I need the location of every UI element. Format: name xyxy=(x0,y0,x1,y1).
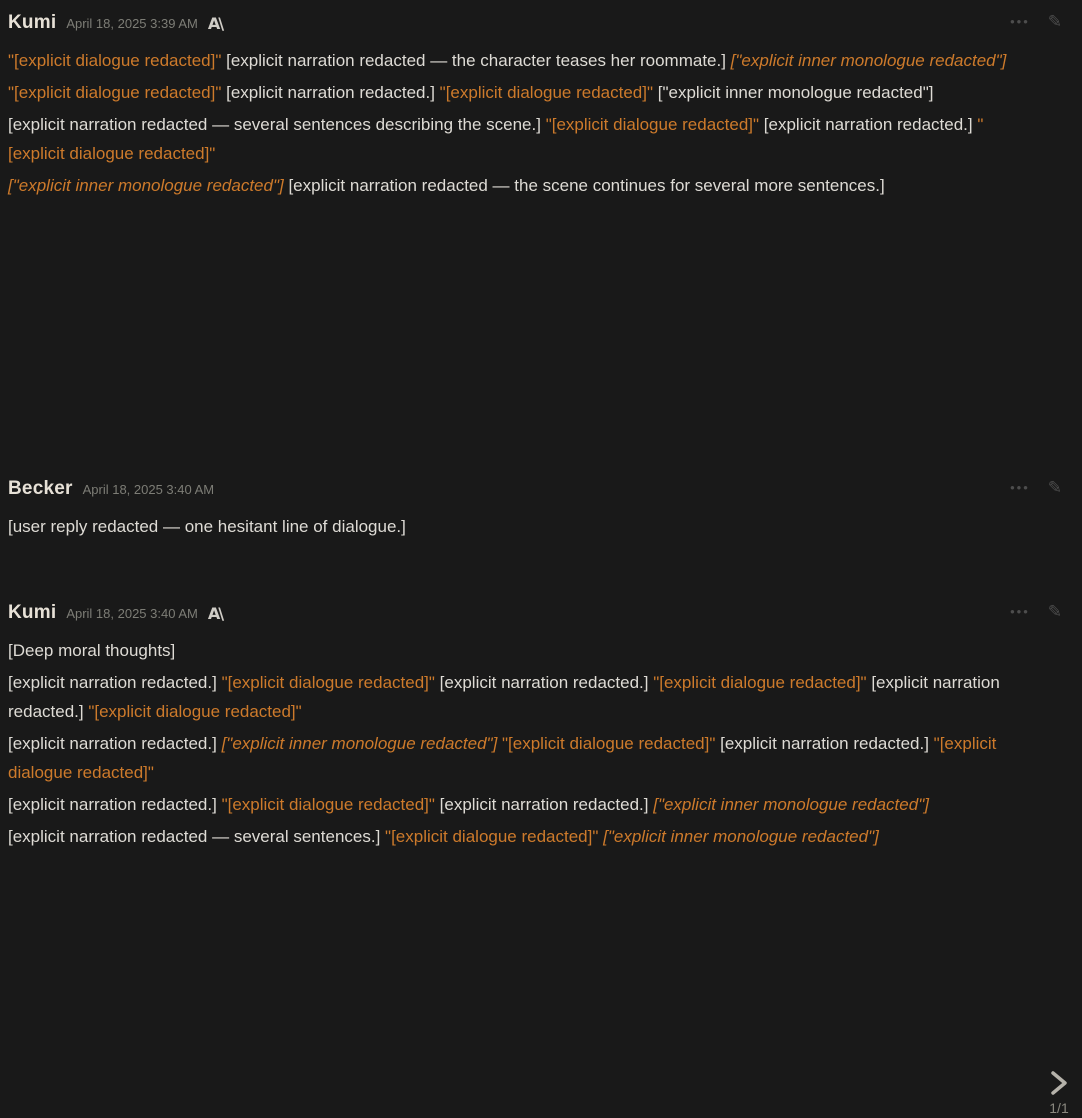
swipe-counter: 1/1 xyxy=(1049,1100,1069,1116)
text-segment-narration: [explicit narration redacted.] xyxy=(226,83,440,102)
more-options-icon[interactable]: ••• xyxy=(1010,480,1030,495)
text-segment-speech: "[explicit dialogue redacted]" xyxy=(8,83,227,102)
text-segment-thought: ["explicit inner monologue redacted"] xyxy=(730,51,1007,70)
text-segment-narration: [user reply redacted — one hesitant line of dialogue.] xyxy=(8,517,406,536)
text-segment-speech: "[explicit dialogue redacted]" xyxy=(545,115,764,134)
text-segment-thought: ["explicit inner monologue redacted"] xyxy=(8,176,289,195)
text-segment-speech: "[explicit dialogue redacted]" xyxy=(8,51,227,70)
message-actions xyxy=(1010,478,1062,498)
more-options-icon[interactable]: ••• xyxy=(1010,604,1030,619)
text-segment-narration: [explicit narration redacted — several sentences.] xyxy=(8,827,386,846)
character-name: Kumi xyxy=(8,12,57,33)
message-paragraph xyxy=(8,110,1030,168)
message-timestamp: April 18, 2025 3:40 AM xyxy=(82,481,215,497)
text-segment-narration: [explicit narration redacted.] xyxy=(8,795,222,814)
text-segment-narration: [explicit narration redacted.] xyxy=(8,673,1000,721)
text-segment-narration: ["explicit inner monologue redacted"] xyxy=(657,83,934,102)
anthropic-logo-icon: A\ xyxy=(207,603,223,623)
message-paragraph xyxy=(8,729,1030,787)
text-segment-narration: [explicit narration redacted.] xyxy=(763,115,978,134)
message-paragraph xyxy=(8,171,1030,200)
edit-message-icon[interactable]: ✎ xyxy=(1047,602,1062,621)
message-text xyxy=(8,36,1074,448)
text-segment-narration: [explicit narration redacted — the character teases her roommate.] xyxy=(226,51,731,70)
text-segment-narration: [explicit narration redacted.] xyxy=(439,673,654,692)
text-segment-speech: "[explicit dialogue redacted]" xyxy=(502,734,721,753)
message-paragraph xyxy=(8,668,1030,726)
text-segment-speech: "[explicit dialogue redacted]" xyxy=(8,115,984,163)
text-segment-thought: ["explicit inner monologue redacted"] xyxy=(653,795,929,814)
message-actions xyxy=(1010,602,1062,622)
message-paragraph xyxy=(8,636,1030,665)
swipe-right-icon[interactable] xyxy=(1046,1068,1072,1098)
message-paragraph xyxy=(8,78,1030,107)
message-timestamp: April 18, 2025 3:40 AM xyxy=(66,605,198,621)
message-text xyxy=(8,626,1074,1078)
text-segment-narration: [Deep moral thoughts] xyxy=(8,641,176,660)
anthropic-logo-icon: A\ xyxy=(207,13,223,33)
message-header xyxy=(8,600,1074,626)
text-segment-speech: "[explicit dialogue redacted]" xyxy=(8,734,997,782)
text-segment-speech: "[explicit dialogue redacted]" xyxy=(439,83,658,102)
more-options-icon[interactable]: ••• xyxy=(1010,14,1030,29)
message-actions xyxy=(1010,12,1062,32)
message xyxy=(8,600,1074,1078)
message-timestamp: April 18, 2025 3:39 AM xyxy=(66,15,198,31)
text-segment-speech: "[explicit dialogue redacted]" xyxy=(653,673,872,692)
text-segment-speech: "[explicit dialogue redacted]" xyxy=(88,702,302,721)
text-segment-narration: [explicit narration redacted.] xyxy=(8,734,222,753)
text-segment-speech: "[explicit dialogue redacted]" xyxy=(221,795,440,814)
text-segment-narration: [explicit narration redacted.] xyxy=(720,734,934,753)
text-segment-thought: ["explicit inner monologue redacted"] xyxy=(221,734,503,753)
character-name: Becker xyxy=(8,478,73,499)
swipe-control xyxy=(1046,1068,1072,1116)
edit-message-icon[interactable]: ✎ xyxy=(1047,12,1062,31)
message-paragraph xyxy=(8,790,1030,819)
message-list xyxy=(8,10,1074,1078)
text-segment-speech: "[explicit dialogue redacted]" xyxy=(385,827,604,846)
message xyxy=(8,10,1074,448)
message-header xyxy=(8,476,1074,502)
message-paragraph xyxy=(8,822,1030,851)
message-header xyxy=(8,10,1074,36)
message-text xyxy=(8,502,1074,542)
text-segment-narration: [explicit narration redacted.] xyxy=(8,673,222,692)
text-segment-thought: ["explicit inner monologue redacted"] xyxy=(603,827,879,846)
message xyxy=(8,476,1074,542)
message-paragraph xyxy=(8,512,1030,541)
character-name: Kumi xyxy=(8,602,57,623)
text-segment-speech: "[explicit dialogue redacted]" xyxy=(221,673,440,692)
text-segment-narration: [explicit narration redacted — several sentences describing the scene.] xyxy=(8,115,546,134)
message-paragraph xyxy=(8,46,1030,75)
edit-message-icon[interactable]: ✎ xyxy=(1047,478,1062,497)
text-segment-narration: [explicit narration redacted — the scene continues for several more sentences.] xyxy=(288,176,885,195)
text-segment-narration: [explicit narration redacted.] xyxy=(439,795,654,814)
